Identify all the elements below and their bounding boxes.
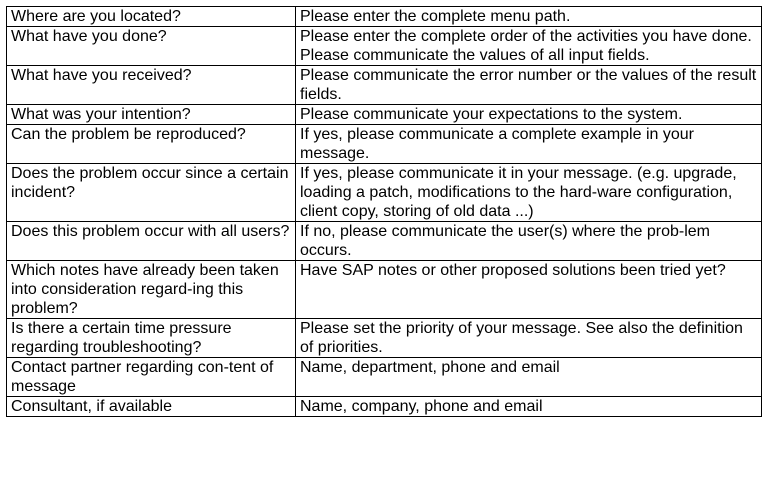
- answer-cell: If yes, please communicate a complete example in your message.: [296, 125, 762, 164]
- question-cell: Which notes have already been taken into consideration regard-ing this problem?: [7, 261, 296, 319]
- question-cell: Does this problem occur with all users?: [7, 222, 296, 261]
- table-row: [7, 222, 762, 261]
- table-row: [7, 164, 762, 222]
- question-cell: What have you received?: [7, 66, 296, 105]
- answer-cell: Please enter the complete order of the activities you have done. Please communicate the values of all input fields.: [296, 27, 762, 66]
- table-row: [7, 125, 762, 164]
- answer-cell: Have SAP notes or other proposed solutions been tried yet?: [296, 261, 762, 319]
- question-cell: Contact partner regarding con-tent of message: [7, 358, 296, 397]
- question-cell: What have you done?: [7, 27, 296, 66]
- answer-cell: If no, please communicate the user(s) where the prob-lem occurs.: [296, 222, 762, 261]
- problem-description-table: [6, 6, 762, 417]
- question-cell: Can the problem be reproduced?: [7, 125, 296, 164]
- answer-cell: Please enter the complete menu path.: [296, 7, 762, 27]
- question-cell: Does the problem occur since a certain incident?: [7, 164, 296, 222]
- answer-cell: Please set the priority of your message. See also the definition of priorities.: [296, 319, 762, 358]
- question-cell: Consultant, if available: [7, 397, 296, 417]
- table-row: [7, 358, 762, 397]
- question-cell: What was your intention?: [7, 105, 296, 125]
- table-row: [7, 261, 762, 319]
- table-row: [7, 27, 762, 66]
- question-cell: Where are you located?: [7, 7, 296, 27]
- table-row: [7, 66, 762, 105]
- answer-cell: Please communicate the error number or the values of the result fields.: [296, 66, 762, 105]
- table-row: [7, 397, 762, 417]
- answer-cell: Name, department, phone and email: [296, 358, 762, 397]
- answer-cell: If yes, please communicate it in your message. (e.g. upgrade, loading a patch, modifications to the hard-ware configuration, client copy, storing of old data ...): [296, 164, 762, 222]
- table-row: [7, 105, 762, 125]
- question-cell: Is there a certain time pressure regarding troubleshooting?: [7, 319, 296, 358]
- table-row: [7, 7, 762, 27]
- answer-cell: Please communicate your expectations to the system.: [296, 105, 762, 125]
- table-row: [7, 319, 762, 358]
- answer-cell: Name, company, phone and email: [296, 397, 762, 417]
